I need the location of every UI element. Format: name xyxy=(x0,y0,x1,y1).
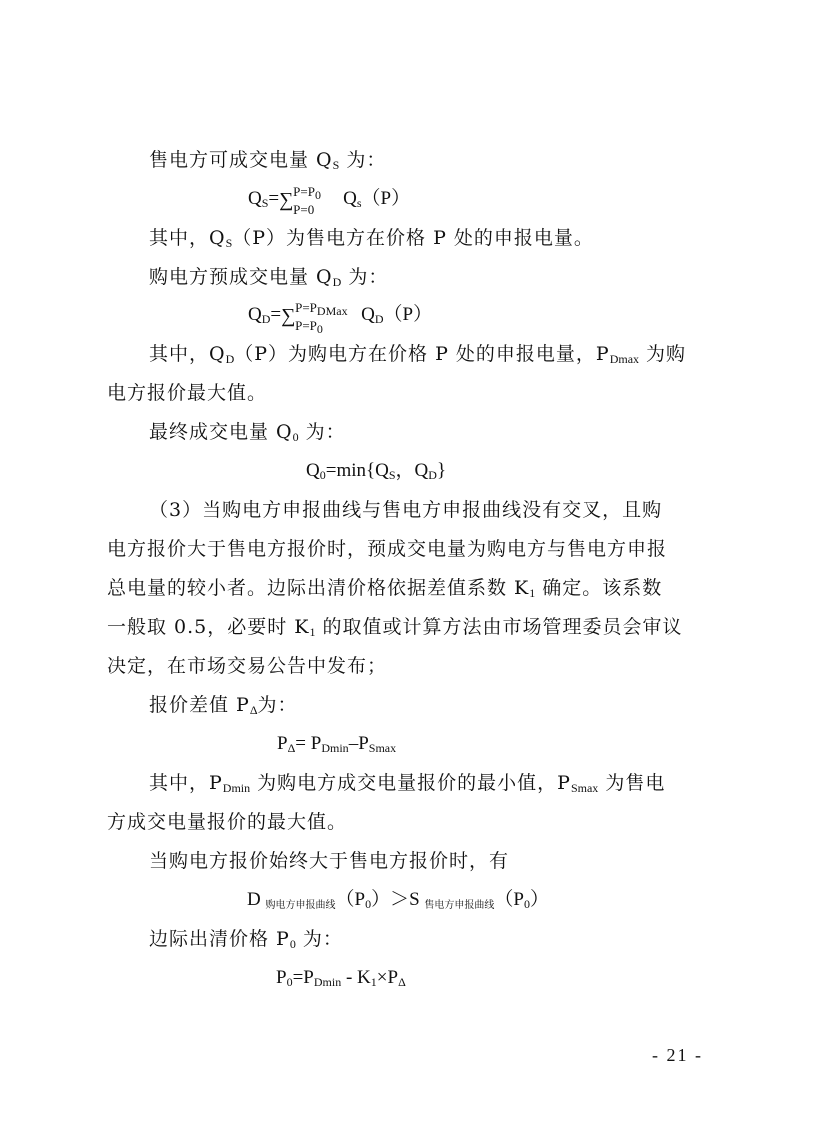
text-line: 其中，$Q_S(P)$为售电方在价格 P 处的申报电量。 xyxy=(149,227,594,250)
paragraph-line: 电方报价大于售电方报价时，预成交电量为购电方与售电方申报 xyxy=(107,538,668,560)
formula-qd: $Q_D=$ ∑ $P=P_{DMax}$ $P=P_0$ $Q_D(P)$ xyxy=(248,299,433,336)
text-line: 其中，$P_{Dmin}$ 为购电方成交电量报价的最小值，$P_{Smax}$ 为售电 xyxy=(149,772,666,795)
formula-p0: $P_0=P_{Dmin} - K_1\times P_\Delta$ xyxy=(276,967,406,989)
text-line: 最终成交电量 $Q_0$ 为： xyxy=(149,421,346,444)
formula-qs: $Q_S=$ ∑ $P=P_0$ P=0 $Q_s(P)$ xyxy=(248,183,411,217)
paragraph-line: 总电量的较小者。边际出清价格依据差值系数 $K_1$ 确定。该系数 xyxy=(107,577,663,600)
formula-q0: $Q_0=\min\{Q_S$，$Q_D$} xyxy=(306,460,447,482)
text-line: 其中，$Q_D(P)$为购电方在价格 P 处的申报电量，$P_{Dmax}$ 为购 xyxy=(149,343,687,366)
text-line: 边际出清价格 $P_0$ 为： xyxy=(149,928,343,951)
text-line: 购电方预成交电量 $Q_D$ 为： xyxy=(149,266,389,289)
text-line: 售电方可成交电量 $Q_S$ 为： xyxy=(149,149,387,172)
paragraph-line: （3）当购电方申报曲线与售电方申报曲线没有交叉，且购 xyxy=(149,499,663,521)
text-line: 电方报价最大值。 xyxy=(107,382,268,404)
formula-curves: D $_{购电方申报曲线}(P_0)>S$ $_{售电方申报曲线}(P_0)$ xyxy=(247,889,549,911)
formula-pdelta: $P_\Delta= P_{Dmin}-P_{Smax}$ xyxy=(277,733,397,755)
paragraph-line: 一般取 0.5，必要时 $K_1$ 的取值或计算方法由市场管理委员会审议 xyxy=(107,616,683,639)
text-line: 方成交电量报价的最大值。 xyxy=(107,811,348,833)
text-line: 报价差值 $P_\Delta$为： xyxy=(149,694,298,717)
text-line: 当购电方报价始终大于售电方报价时，有 xyxy=(149,850,510,872)
page-number: - 21 - xyxy=(652,1045,703,1065)
paragraph-line: 决定，在市场交易公告中发布； xyxy=(107,655,388,677)
